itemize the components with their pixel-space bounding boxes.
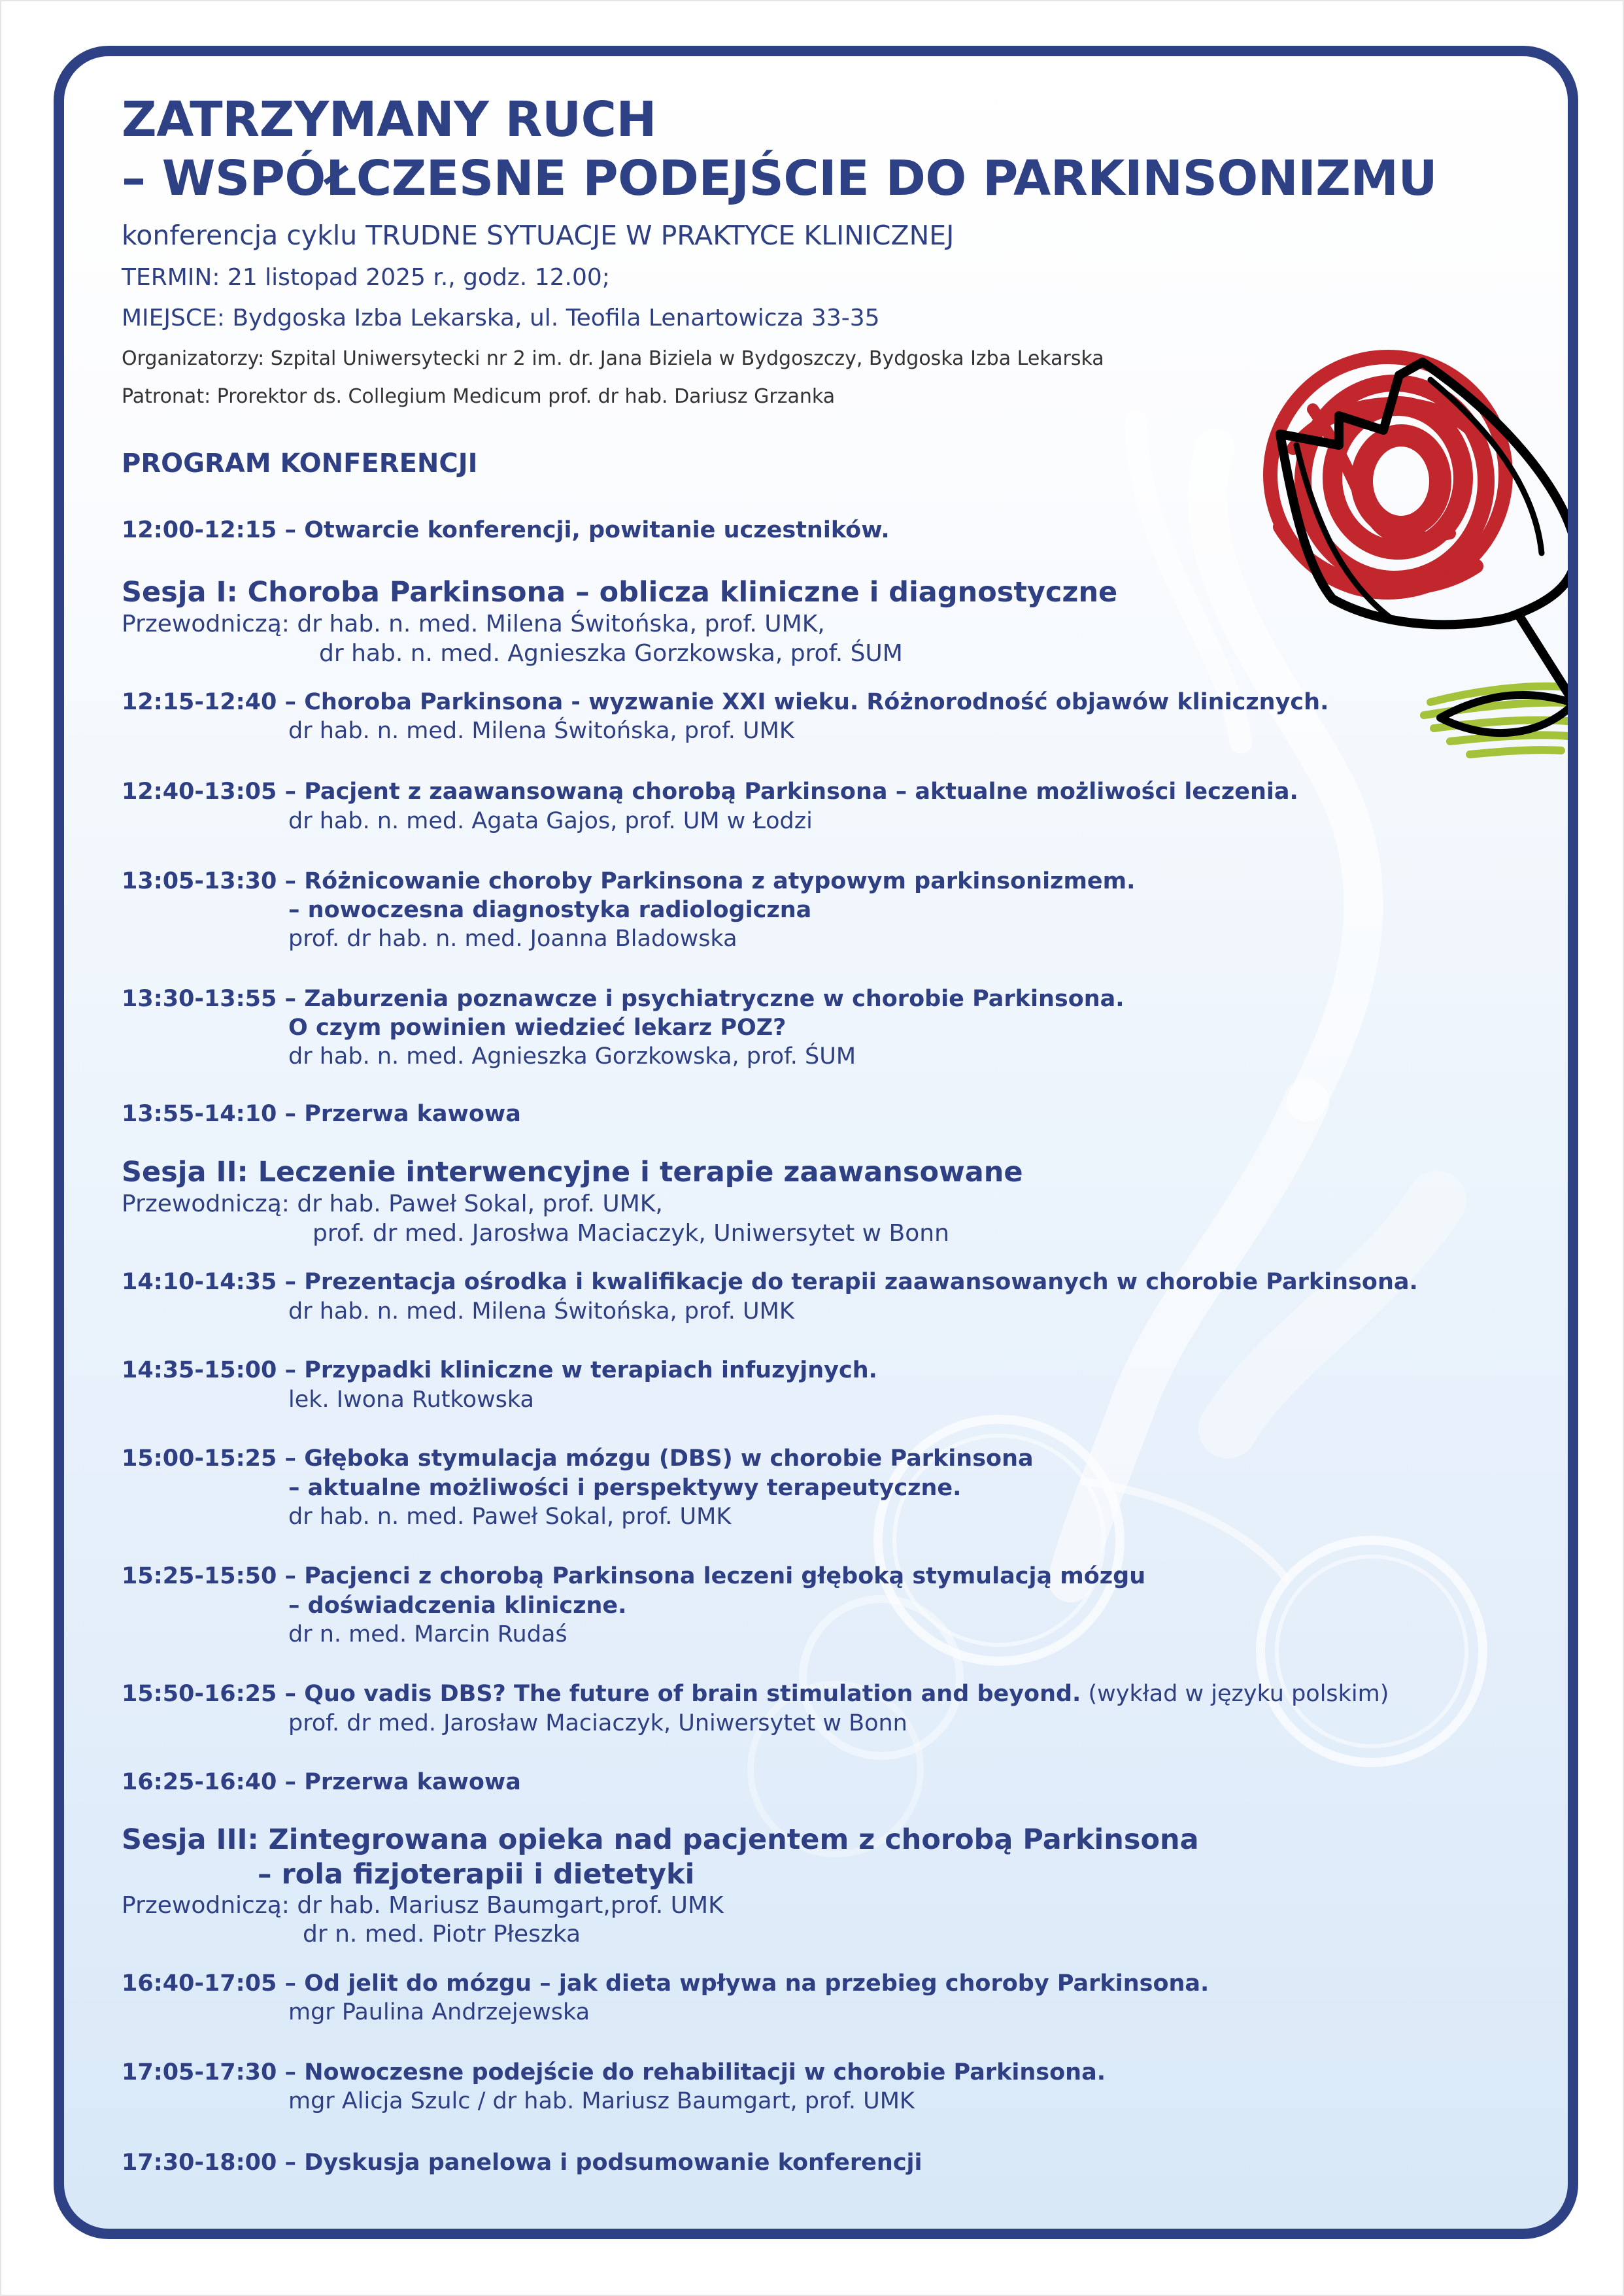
talk-row <box>122 986 1125 1012</box>
session-3-chairs-2: dr n. med. Piotr Płeszka <box>303 1921 581 1948</box>
talk-title: Zaburzenia poznawcze i psychiatryczne w chorobie Parkinsona. <box>304 986 1125 1012</box>
miejsce: MIEJSCE: Bydgoska Izba Lekarska, ul. Teofila Lenartowicza 33-35 <box>122 305 880 331</box>
talk-title: Od jelit do mózgu – jak dieta wpływa na przebieg choroby Parkinsona. <box>304 1970 1210 1997</box>
poster-frame <box>54 46 1578 2239</box>
session-1-chairs-1: Przewodniczą: dr hab. n. med. Milena Świtońska, prof. UMK, <box>122 611 825 637</box>
talk-title: Nowoczesne podejście do rehabilitacji w chorobie Parkinsona. <box>304 2059 1106 2085</box>
termin: TERMIN: 21 listopad 2025 r., godz. 12.00; <box>122 264 610 291</box>
talk-title: Quo vadis DBS? The future of brain stimulation and beyond. <box>304 1681 1081 1707</box>
opening-item: 12:00-12:15 – Otwarcie konferencji, powitanie uczestników. <box>122 517 890 543</box>
talk-time: 13:30-13:55 – <box>122 986 305 1012</box>
language-note: (wykład w języku polskim) <box>1081 1681 1389 1707</box>
talk-speaker: dr n. med. Marcin Rudaś <box>288 1621 567 1647</box>
talk-title: Głęboka stymulacja mózgu (DBS) w chorobie Parkinsona <box>304 1445 1034 1472</box>
talk-row <box>122 2059 1106 2085</box>
talk-time: 14:10-14:35 – <box>122 1269 305 1295</box>
talk-title-cont: – doświadczenia kliniczne. <box>288 1593 627 1619</box>
talk-speaker: prof. dr hab. n. med. Joanna Bladowska <box>288 926 737 952</box>
talk-row <box>122 1269 1418 1295</box>
organizatorzy: Organizatorzy: Szpital Uniwersytecki nr 2 im. dr. Jana Biziela w Bydgoszczy, Bydgoska Izba Lekarska <box>122 347 1104 370</box>
coffee-break: 13:55-14:10 – Przerwa kawowa <box>122 1101 521 1127</box>
talk-row <box>122 1563 1145 1589</box>
talk-title: Pacjent z zaawansowaną chorobą Parkinsona – aktualne możliwości leczenia. <box>304 779 1298 805</box>
session-1-chairs-2: dr hab. n. med. Agnieszka Gorzkowska, prof. ŚUM <box>319 640 903 667</box>
talk-time: 12:40-13:05 – <box>122 779 305 805</box>
talk-time: 17:05-17:30 – <box>122 2059 305 2085</box>
talk-speaker: dr hab. n. med. Milena Świtońska, prof. UMK <box>288 718 794 744</box>
session-2-chairs-1: Przewodniczą: dr hab. Paweł Sokal, prof. UMK, <box>122 1190 663 1217</box>
talk-row <box>122 689 1328 715</box>
talk-speaker: mgr Paulina Andrzejewska <box>288 1999 590 2025</box>
talk-row <box>122 868 1135 894</box>
talk-speaker: dr hab. n. med. Paweł Sokal, prof. UMK <box>288 1504 732 1530</box>
session-3-chairs-1: Przewodniczą: dr hab. Mariusz Baumgart,prof. UMK <box>122 1892 724 1919</box>
talk-title: Choroba Parkinsona - wyzwanie XXI wieku. Różnorodność objawów klinicznych. <box>304 689 1329 715</box>
talk-speaker: mgr Alicja Szulc / dr hab. Mariusz Baumgart, prof. UMK <box>288 2088 915 2114</box>
talk-title: Prezentacja ośrodka i kwalifikacje do terapii zaawansowanych w chorobie Parkinsona. <box>304 1269 1418 1295</box>
session-3-title: Sesja III: Zintegrowana opieka nad pacjentem z chorobą Parkinsona <box>122 1823 1199 1856</box>
title-line-1: ZATRZYMANY RUCH <box>122 92 656 148</box>
talk-speaker: dr hab. n. med. Agnieszka Gorzkowska, prof. ŚUM <box>288 1043 856 1070</box>
talk-speaker: prof. dr med. Jarosław Maciaczyk, Uniwersytet w Bonn <box>288 1710 907 1736</box>
talk-row <box>122 1445 1034 1472</box>
coffee-break: 16:25-16:40 – Przerwa kawowa <box>122 1769 521 1795</box>
session-3-title-cont: – rola fizjoterapii i dietetyki <box>258 1858 695 1891</box>
talk-time: 13:05-13:30 – <box>122 868 305 894</box>
talk-title-cont: – aktualne możliwości i perspektywy terapeutyczne. <box>288 1475 962 1501</box>
session-2-chairs-2: prof. dr med. Jarosłwa Maciaczyk, Uniwersytet w Bonn <box>313 1220 949 1247</box>
tulip-flower-illustration <box>1254 318 1578 802</box>
talk-row <box>122 1357 877 1383</box>
talk-time: 15:25-15:50 – <box>122 1563 305 1589</box>
talk-title: Przypadki kliniczne w terapiach infuzyjnych. <box>304 1357 877 1383</box>
talk-time: 15:50-16:25 – <box>122 1681 305 1707</box>
talk-speaker: dr hab. n. med. Agata Gajos, prof. UM w Łodzi <box>288 808 813 834</box>
talk-row <box>122 1970 1209 1997</box>
session-2-title: Sesja II: Leczenie interwencyjne i terapie zaawansowane <box>122 1156 1023 1189</box>
talk-title-cont: – nowoczesna diagnostyka radiologiczna <box>288 897 812 923</box>
talk-time: 14:35-15:00 – <box>122 1357 305 1383</box>
talk-row <box>122 779 1298 805</box>
talk-time: 12:15-12:40 – <box>122 689 305 715</box>
patronat: Patronat: Prorektor ds. Collegium Medicum prof. dr hab. Dariusz Grzanka <box>122 385 836 408</box>
talk-speaker: lek. Iwona Rutkowska <box>288 1387 534 1413</box>
closing-item: 17:30-18:00 – Dyskusja panelowa i podsumowanie konferencji <box>122 2150 922 2176</box>
talk-title-cont: O czym powinien wiedzieć lekarz POZ? <box>288 1015 787 1041</box>
talk-time: 16:40-17:05 – <box>122 1970 305 1997</box>
subtitle: konferencja cyklu TRUDNE SYTUACJE W PRAKTYCE KLINICZNEJ <box>122 220 955 251</box>
session-1-title: Sesja I: Choroba Parkinsona – oblicza kliniczne i diagnostyczne <box>122 576 1118 609</box>
talk-time: 15:00-15:25 – <box>122 1445 305 1472</box>
title-line-2: – WSPÓŁCZESNE PODEJŚCIE DO PARKINSONIZMU <box>122 150 1438 207</box>
program-heading: PROGRAM KONFERENCJI <box>122 448 478 479</box>
talk-title: Różnicowanie choroby Parkinsona z atypowym parkinsonizmem. <box>304 868 1136 894</box>
talk-speaker: dr hab. n. med. Milena Świtońska, prof. UMK <box>288 1298 794 1325</box>
talk-title: Pacjenci z chorobą Parkinsona leczeni głęboką stymulacją mózgu <box>304 1563 1146 1589</box>
talk-row <box>122 1681 1389 1707</box>
